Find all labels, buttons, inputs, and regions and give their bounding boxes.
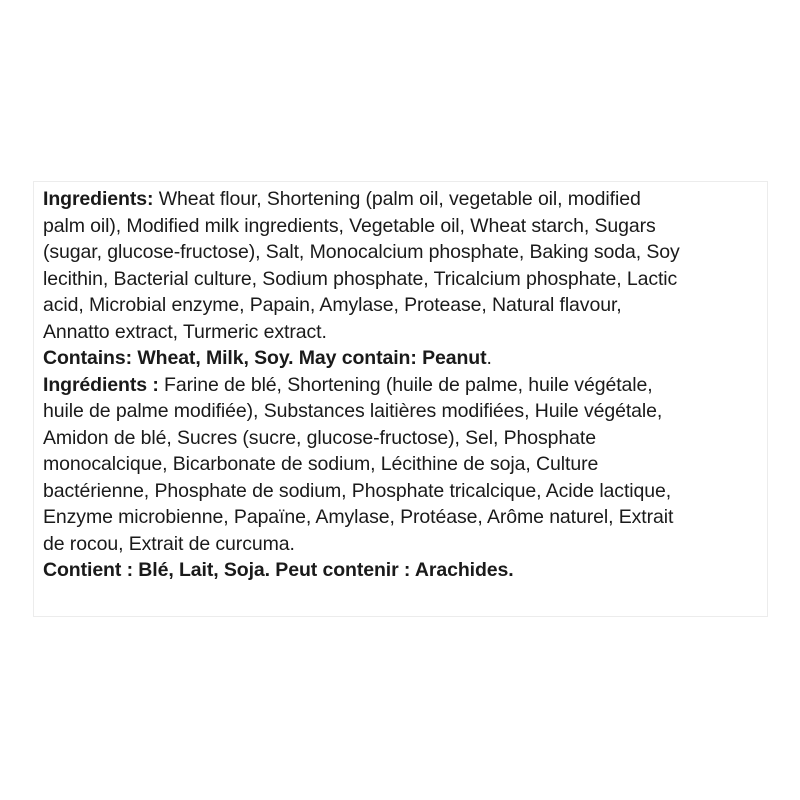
french-ingredients-heading: Ingrédients : xyxy=(43,373,159,396)
french-ingredients-line-3: Amidon de blé, Sucres (sucre, glucose-fructose), Sel, Phosphate xyxy=(43,426,596,449)
english-ingredients-line-4: lecithin, Bacterial culture, Sodium phosphate, Tricalcium phosphate, Lactic xyxy=(43,267,678,290)
french-ingredients-line-4: monocalcique, Bicarbonate de sodium, Lécithine de soja, Culture xyxy=(43,453,599,475)
english-ingredients-line-5: acid, Microbial enzyme, Papain, Amylase, Protease, Natural flavour, xyxy=(43,294,622,316)
french-ingredients-line-7: de rocou, Extrait de curcuma. xyxy=(43,532,295,555)
english-ingredients-heading: Ingredients: xyxy=(43,188,154,210)
ingredients-label-panel xyxy=(33,181,768,617)
english-ingredients-line-6: Annatto extract, Turmeric extract. xyxy=(43,320,327,343)
french-ingredients-text: Farine de blé, Shortening (huile de palme, huile végétale, xyxy=(158,373,653,396)
english-allergen-period: . xyxy=(486,347,492,369)
english-ingredients-text: Wheat flour, Shortening (palm oil, vegetable oil, modified xyxy=(153,188,641,210)
english-allergen-statement: Contains: Wheat, Milk, Soy. May contain: Peanut xyxy=(43,347,487,369)
english-ingredients-line-1 xyxy=(43,186,763,213)
french-ingredients-line-1 xyxy=(43,372,763,399)
english-allergen-line xyxy=(43,345,763,372)
french-ingredients-line-5: bactérienne, Phosphate de sodium, Phosphate tricalcique, Acide lactique, xyxy=(43,479,672,502)
french-ingredients-line-6: Enzyme microbienne, Papaïne, Amylase, Protéase, Arôme naturel, Extrait xyxy=(43,506,674,528)
english-ingredients-line-3: (sugar, glucose-fructose), Salt, Monocalcium phosphate, Baking soda, Soy xyxy=(43,241,680,263)
english-ingredients-line-2: palm oil), Modified milk ingredients, Vegetable oil, Wheat starch, Sugars xyxy=(43,214,656,237)
french-allergen-statement: Contient : Blé, Lait, Soja. Peut contenir : Arachides. xyxy=(43,559,514,581)
french-ingredients-line-2: huile de palme modifiée), Substances laitières modifiées, Huile végétale, xyxy=(43,400,663,422)
ingredients-text-block xyxy=(43,186,763,584)
